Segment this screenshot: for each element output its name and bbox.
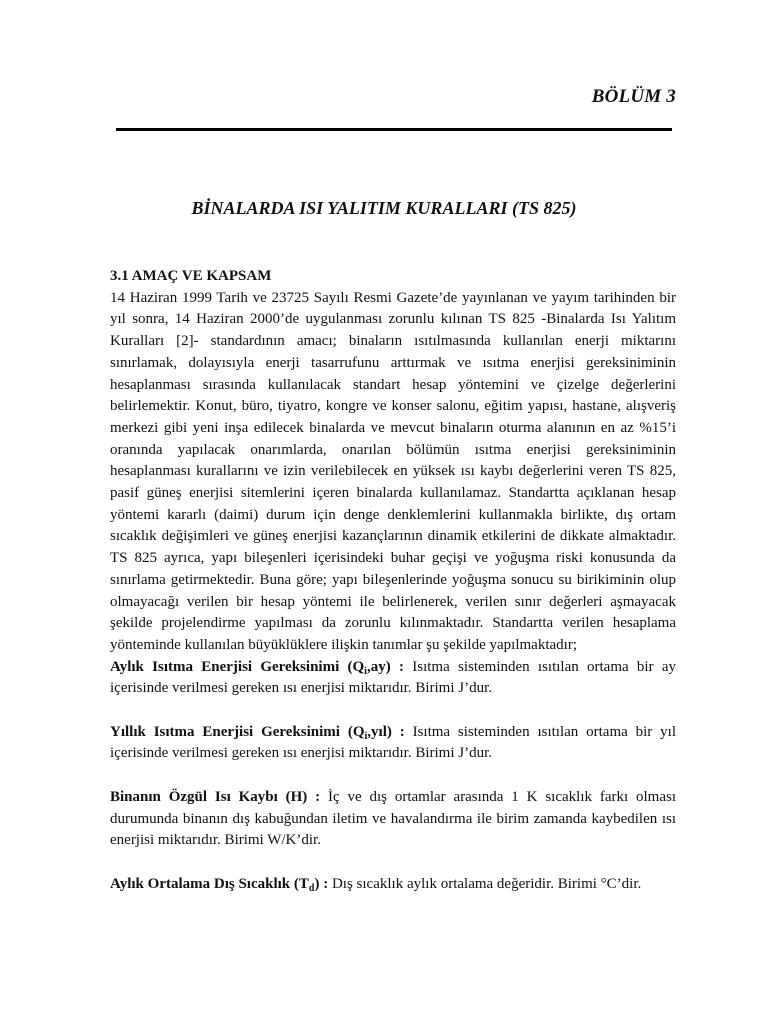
definition-term: Aylık Ortalama Dış Sıcaklık $(T_d)$ : [110, 875, 329, 894]
section-paragraph: 14 Haziran 1999 Tarih ve 23725 Sayılı Resmi Gazete’de yayınlanan ve yayım tarihinden bir yıl sonra, 14 Haziran 2000’de uygulanması zorunlu kılınan TS 825 -Binalarda Isı Yalıtım Kuralları [2]- standardının amacı; binaların ısıtılmasında kullanılan enerji miktarını sınırlamak, dolayısıyla enerji tasarrufunu arttırmak ve ısıtma enerjisi gereksiniminin hesaplanması sırasında kullanılacak standart hesap yöntemini ve çizelge değerlerini belirlemektir. Konut, büro, tiyatro, kongre ve konser salonu, eğitim yapısı, hastane, alışveriş merkezi gibi yeni inşa edilecek binalarda ve mevcut binaların oturma alanının en az %15’i oranında yapılacak onarımlarda, onarılan bölümün ısıtma enerjisi gereksiniminin hesaplanması kurallarını ve izin verilebilecek en yüksek ısı kaybı değerlerini veren TS 825, pasif güneş enerjisi sitemlerini içeren binalarda kullanılamaz. Standartta açıklanan hesap yöntemi kararlı (daimi) durum için denge denklemlerini kullanmakla birlikte, dış ortam sıcaklık değişimleri ve güneş enerjisi kazançlarının dinamik etkilerini de dikkate almaktadır. TS 825 ayrıca, yapı bileşenleri içerisindeki buhar geçişi ve yoğuşma riski konusunda da sınırlama getirmektedir. Buna göre; yapı bileşenlerinde yoğuşma sonucu su birikiminin olup olmayacağı verilen bir hesap yöntemi ile belirlenerek, verilen sınır değerleri aşmayacak şekilde projelendirme yapılması da zorunlu kılınmaktadır. Standartta verilen hesaplama yönteminde kullanılan büyüklüklere ilişkin tanımlar şu şekilde yapılmaktadır; [110, 289, 676, 653]
definition-term: Aylık Isıtma Enerjisi Gereksinimi $(Q_i,ay)$ : [110, 658, 404, 677]
definition-text: Isıtma sisteminden ısıtılan ortama bir yıl içerisinde verilmesi gereken ısı enerjisi miktarıdır. Birimi J’dur. [110, 723, 676, 762]
definition-text: Isıtma sisteminden ısıtılan ortama bir ay içerisinde verilmesi gereken ısı enerjisi miktarıdır. Birimi J’dur. [110, 658, 676, 697]
horizontal-rule [116, 128, 672, 131]
section-heading: 3.1 AMAÇ VE KAPSAM [110, 268, 272, 284]
definition-term: Yıllık Isıtma Enerjisi Gereksinimi $(Q_i,yıl)$ : [110, 723, 405, 742]
definition-list [110, 657, 676, 896]
definition-text: Dış sıcaklık aylık ortalama değeridir. Birimi °C’dir. [328, 875, 642, 892]
definition-monthly-heating [110, 657, 676, 700]
definition-text: İç ve dış ortamlar arasında 1 K sıcaklık farkı olması durumunda binanın dış kabuğundan iletim ve havalandırma ile birim zamanda kaybedilen ısı enerjisi miktarıdır. Birimi W/K’dir. [110, 788, 677, 849]
definition-specific-heat-loss [110, 787, 676, 852]
page-title: BİNALARDA ISI YALITIM KURALLARI (TS 825) [191, 198, 577, 218]
definition-annual-heating [110, 722, 676, 765]
definition-outdoor-temperature [110, 874, 676, 896]
definition-term: Binanın Özgül Isı Kaybı (H) : [110, 788, 321, 805]
chapter-label: BÖLÜM 3 [591, 86, 676, 107]
body-content [110, 266, 676, 917]
